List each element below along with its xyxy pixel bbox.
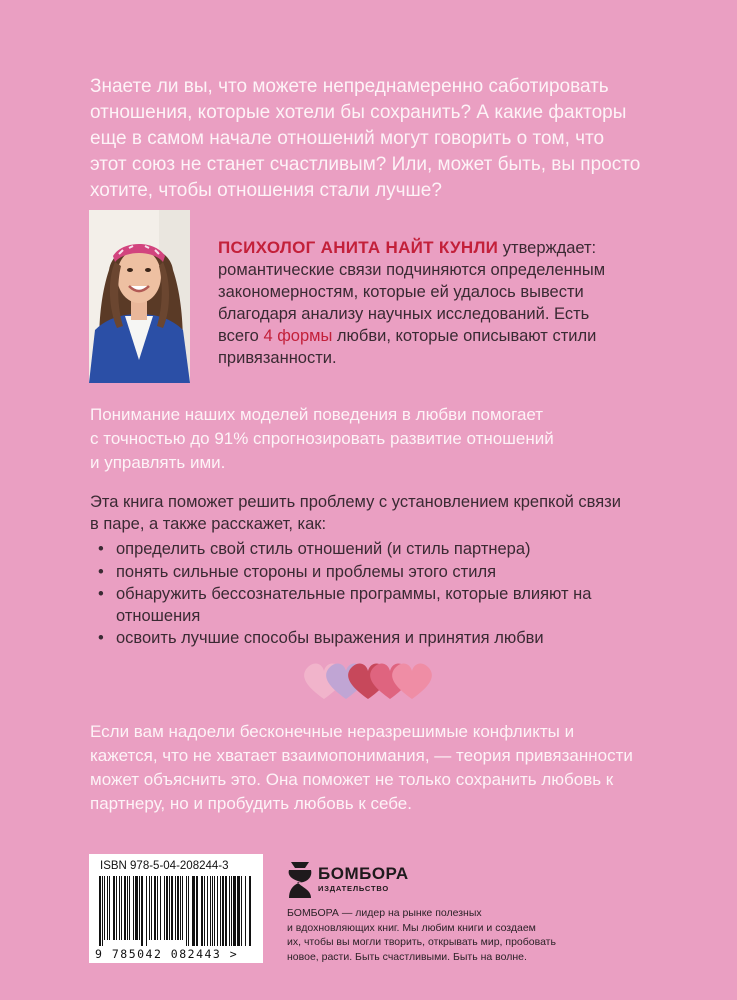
barcode-bar (201, 876, 203, 946)
list-item-text: освоить лучшие способы выражения и принятия любви (116, 629, 544, 647)
author-line: закономерностям, которые ей удалось вывести (218, 283, 584, 301)
bullet-marker: • (98, 585, 104, 603)
understanding-paragraph (90, 403, 690, 475)
bombora-logo-icon (287, 862, 313, 898)
barcode-icon (95, 876, 257, 946)
book-intro-line: Эта книга поможет решить проблему с установлением крепкой связи (90, 493, 621, 511)
barcode-bar (214, 876, 215, 946)
closing-line: партнеру, но и пробудить любовь к себе. (90, 794, 412, 813)
barcode-bar (146, 876, 147, 946)
closing-line: может объяснить это. Она поможет не только сохранить любовь к (90, 770, 614, 789)
barcode-bar (229, 876, 230, 946)
author-line-text: любви, которые описывают стили (332, 327, 597, 345)
isbn-label: ISBN 978-5-04-208244-3 (100, 860, 229, 872)
barcode-bar (157, 876, 158, 940)
intro-line: еще в самом начале отношений могут говорить о том, что (90, 128, 605, 149)
barcode-bar (212, 876, 213, 946)
author-line (218, 237, 688, 259)
barcode-bar (196, 876, 198, 946)
list-item (98, 539, 678, 561)
barcode-bar (166, 876, 168, 940)
barcode-bar (188, 876, 189, 946)
intro-line: отношения, которые хотели бы сохранить? А какие факторы (90, 102, 627, 123)
barcode-bar (180, 876, 181, 940)
bullet-marker: • (98, 629, 104, 647)
barcode-bar (231, 876, 232, 946)
barcode-bar (149, 876, 150, 940)
barcode-bar (151, 876, 152, 940)
intro-paragraph (90, 74, 670, 204)
author-line-text: всего (218, 327, 264, 345)
closing-line: Если вам надоели бесконечные неразрешимые конфликты и (90, 722, 575, 741)
author-line: привязанности. (218, 349, 337, 367)
closing-line: кажется, что не хватает взаимопонимания, — теория привязанности (90, 746, 633, 765)
barcode-bar (217, 876, 218, 946)
book-intro-line: в паре, а также расскажет, как: (90, 514, 327, 533)
bullet-marker: • (98, 562, 104, 581)
publisher-subtitle: ИЗДАТЕЛЬСТВО (318, 884, 389, 893)
barcode-bar (99, 876, 101, 946)
barcode-bar (102, 876, 103, 946)
list-item-text: отношения (116, 606, 201, 625)
author-line-text: утверждает: (498, 239, 597, 257)
publisher-name: БОМБОРА (318, 864, 409, 883)
barcode-bar (225, 876, 227, 946)
barcode-bar (154, 876, 156, 940)
understanding-line: Понимание наших моделей поведения в любви помогает (90, 405, 544, 424)
barcode-digits: 9 785042 082443 > (95, 947, 239, 961)
barcode-bar (141, 876, 143, 946)
list-item (98, 628, 678, 650)
barcode-bar (139, 876, 140, 940)
barcode-bar (160, 876, 161, 940)
barcode-bar (220, 876, 221, 946)
barcode-bar (222, 876, 224, 946)
barcode-bar (182, 876, 183, 940)
barcode-bar (113, 876, 115, 940)
list-item-text: обнаружить бессознательные программы, которые влияют на (116, 585, 592, 603)
four-forms-highlight: 4 формы (263, 327, 333, 345)
barcode-bar (210, 876, 211, 946)
barcode-bar (175, 876, 176, 940)
barcode-bar (192, 876, 195, 946)
intro-line: этот союз не станет счастливым? Или, может быть, вы просто (90, 154, 641, 175)
barcode-bar (204, 876, 205, 946)
publisher-description (287, 906, 587, 964)
bullet-marker: • (98, 540, 104, 558)
barcode-bar (245, 876, 246, 946)
author-photo (89, 210, 190, 383)
barcode-bar (207, 876, 208, 946)
list-item (98, 562, 678, 584)
barcode-bar (135, 876, 138, 940)
understanding-line: и управлять ими. (90, 453, 226, 472)
barcode-bar (171, 876, 173, 940)
benefits-list (98, 539, 678, 651)
author-portrait-image (89, 210, 190, 383)
intro-line: Знаете ли вы, что можете непреднамеренно саботировать (90, 76, 609, 97)
barcode-bar (169, 876, 170, 940)
barcode-bar (164, 876, 165, 940)
closing-paragraph (90, 720, 690, 816)
barcode-bar (116, 876, 117, 940)
list-item-text: понять сильные стороны и проблемы этого стиля (116, 562, 497, 581)
barcode-bar (124, 876, 126, 940)
barcode-bar (133, 876, 134, 940)
barcode-bar (241, 876, 242, 946)
book-intro-paragraph (90, 492, 690, 535)
barcode-bar (109, 876, 110, 940)
author-line: благодаря анализу научных исследований. Есть (218, 305, 590, 323)
understanding-line: с точностью до 91% спрогнозировать развитие отношений (90, 429, 554, 448)
publisher-line: и вдохновляющих книг. Мы любим книги и создаем (287, 921, 536, 934)
author-paragraph (218, 237, 688, 369)
barcode-bar (127, 876, 128, 940)
hearts-decoration (300, 659, 440, 701)
barcode-bar (249, 876, 251, 946)
barcode-bar (186, 876, 187, 946)
author-line (218, 325, 688, 347)
author-line: романтические связи подчиняются определенным (218, 261, 606, 279)
list-item-text: определить свой стиль отношений (и стиль партнера) (116, 540, 531, 558)
barcode-bar (121, 876, 122, 940)
barcode-block (89, 854, 263, 963)
publisher-line: новое, расти. Быть счастливыми. Быть на волне. (287, 950, 527, 963)
intro-line: хотите, чтобы отношения стали лучше? (90, 180, 442, 201)
barcode-bar (104, 876, 105, 940)
barcode-bar (107, 876, 108, 940)
barcode-bar (129, 876, 130, 940)
barcode-bar (233, 876, 236, 946)
barcode-bar (177, 876, 179, 940)
publisher-line: БОМБОРА — лидер на рынке полезных (287, 907, 482, 919)
list-item (98, 584, 678, 627)
publisher-line: их, чтобы вы могли творить, открывать мир, пробовать (287, 936, 556, 948)
heart-icon (392, 664, 432, 699)
barcode-bar (119, 876, 120, 940)
barcode-bar (237, 876, 240, 946)
author-name: ПСИХОЛОГ АНИТА НАЙТ КУНЛИ (218, 238, 499, 257)
